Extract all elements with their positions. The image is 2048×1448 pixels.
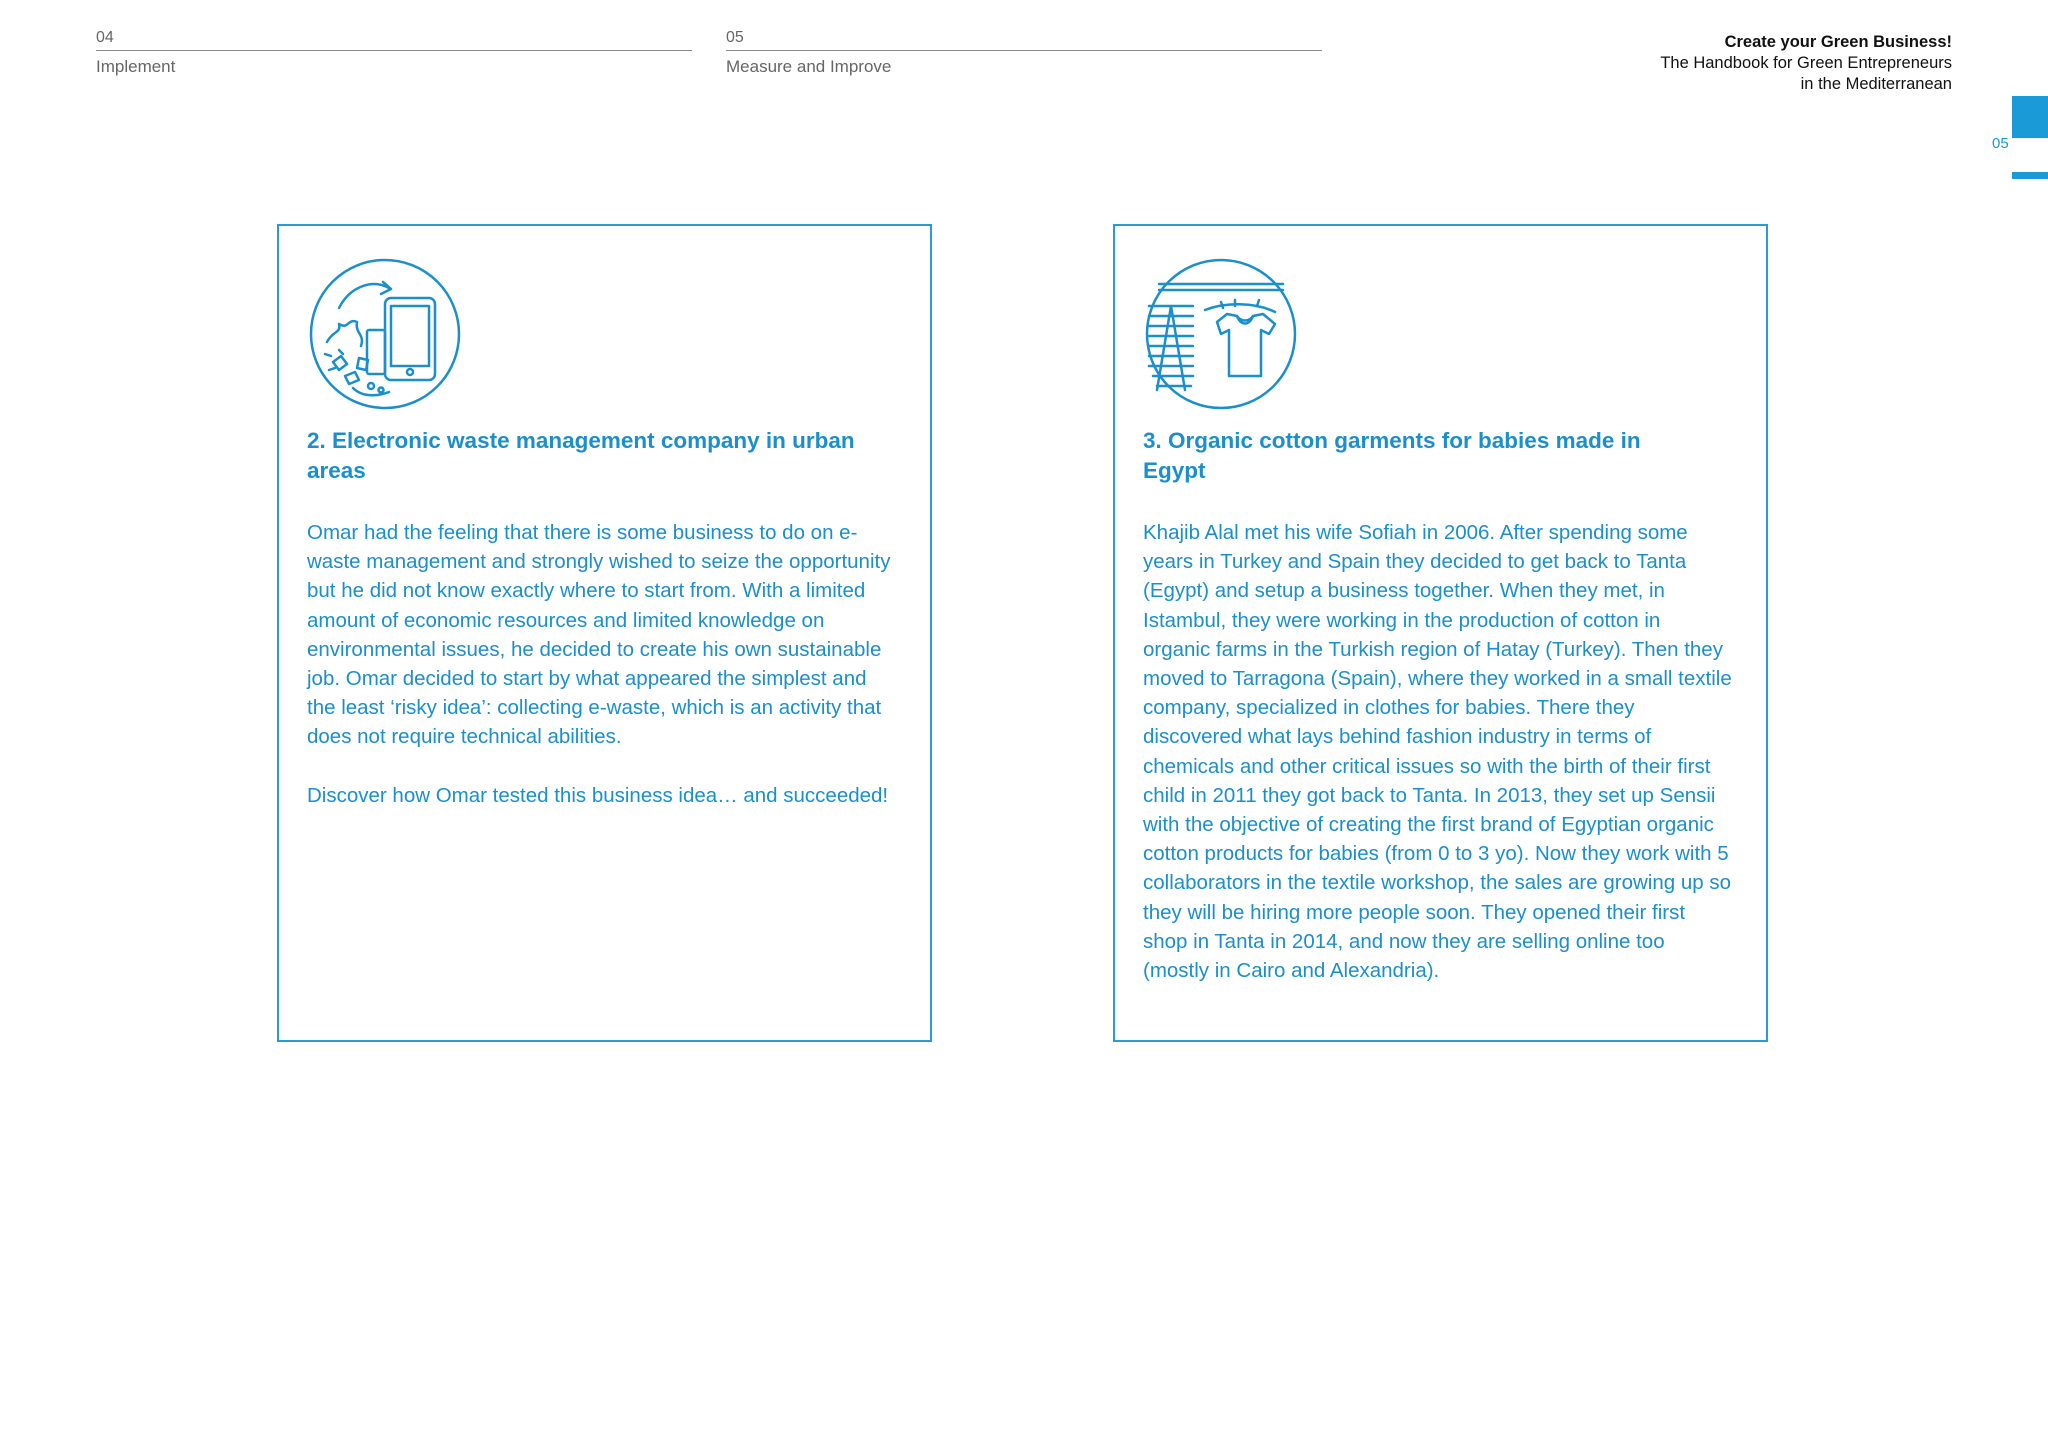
chapter-number: 05	[1992, 135, 2009, 152]
card-paragraph: Khajib Alal met his wife Sofiah in 2006. After spending some years in Turkey and Spain they decided to get back to Tanta (Egypt) and setup a business together. When they met, in Istambul, they were working in the production of cotton in organic farms in the Turkish region of Hatay (Turkey). Then they moved to Tarragona (Spain), where they worked in a small textile company, specialized in clothes for babies. There they discovered what lays behind fashion industry in terms of chemicals and other critical issues so with the birth of their first child in 2011 they got back to Tanta. In 2013, they set up Sensii with the objective of creating the first brand of Egyptian organic cotton products for babies (from 0 to 3 yo). Now they work with 5 collaborators in the textile workshop, the sales are growing up so they will be hiring more people soon. They opened their first shop in Tanta in 2014, and now they are selling online too (mostly in Cairo and Alexandria).	[1143, 521, 1732, 983]
nav-divider	[726, 50, 1322, 51]
card-title: 2. Electronic waste management company in urban areas	[307, 428, 855, 483]
case-study-card-e-waste	[277, 224, 932, 1042]
card-paragraph: Omar had the feeling that there is some business to do on e-waste management and strongly wished to seize the opportunity but he did not know exactly where to start from. With a limited amount of economic resources and limited knowledge on environmental issues, he decided to create his own sustainable job. Omar decided to start by what appeared the simplest and the least ‘risky idea’: collecting e-waste, which is an activity that does not require technical abilities.	[307, 521, 891, 749]
case-study-card-organic-cotton	[1113, 224, 1768, 1042]
book-subtitle-line-2: in the Mediterranean	[1800, 75, 1952, 93]
card-title: 3. Organic cotton garments for babies made in Egypt	[1143, 428, 1641, 483]
nav-section-measure-and-improve[interactable]	[726, 28, 1322, 78]
book-title: Create your Green Business!	[1724, 33, 1952, 51]
garments-clothesline-icon	[1145, 258, 1297, 410]
e-waste-tablet-icon	[309, 258, 461, 410]
book-title-block	[1660, 32, 1952, 95]
chapter-progress-bar	[2012, 172, 2048, 179]
nav-number: 05	[726, 29, 744, 46]
nav-label: Measure and Improve	[726, 57, 892, 76]
nav-divider	[96, 50, 692, 51]
book-subtitle-line-1: The Handbook for Green Entrepreneurs	[1660, 54, 1952, 72]
nav-section-implement[interactable]	[96, 28, 692, 78]
card-paragraph: Discover how Omar tested this business idea… and succeeded!	[307, 783, 889, 807]
nav-number: 04	[96, 29, 114, 46]
chapter-tab-marker	[2012, 96, 2048, 138]
nav-label: Implement	[96, 57, 176, 76]
card-body	[307, 518, 897, 839]
card-body	[1143, 518, 1733, 1014]
